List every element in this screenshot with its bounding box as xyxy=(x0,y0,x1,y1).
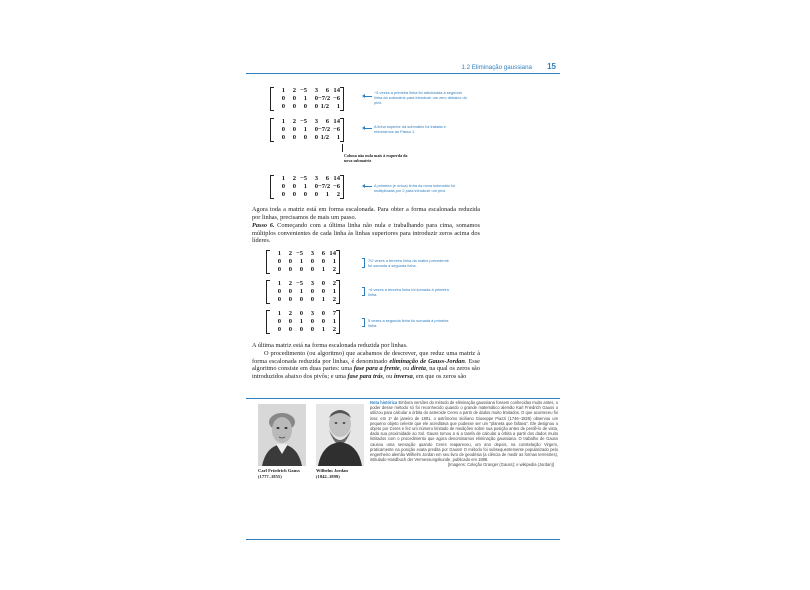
matrix-entry: 0 xyxy=(292,191,296,198)
matrix-entry: 0 xyxy=(292,103,296,110)
matrix-entry: 1/2 xyxy=(320,134,329,141)
matrix-entry: 0 xyxy=(310,318,314,325)
matrix-entry: 0 xyxy=(310,258,314,265)
matrix-entry: 2 xyxy=(332,266,336,273)
annotation-arrow-a xyxy=(364,96,372,97)
matrix-entry: 0 xyxy=(281,134,285,141)
matrix-row xyxy=(274,183,340,191)
matrix-row xyxy=(274,118,340,126)
column-note: Coluna não nula mais à esquerda da nova submatriz xyxy=(344,153,408,163)
term-inverse: inversa xyxy=(393,372,413,380)
matrix-entry: 2 xyxy=(336,191,340,198)
matrix-row xyxy=(270,280,336,288)
matrix-entry: 1 xyxy=(321,266,325,273)
matrix-entry: 0 xyxy=(281,191,285,198)
paragraph-echelon: Agora toda a matriz está em forma escalonada. Para obter a forma escalonada reduzida por linhas, precisamos de mais um passo. xyxy=(252,206,480,221)
column-pointer xyxy=(342,144,343,152)
matrix-entry: 3 xyxy=(314,118,318,125)
step-6-text: Começando com a última linha não nula e trabalhando para cima, somamos múltiplos convenientes de cada linha às linhas superiores para introduzir zeros acima dos líderes. xyxy=(252,222,480,245)
matrix-step-b xyxy=(270,118,344,142)
section-title: 1.2 Eliminação gaussiana xyxy=(461,64,532,71)
matrix-entry: 0 xyxy=(314,103,318,110)
matrix-entry: 1 xyxy=(281,118,285,125)
matrix-row xyxy=(274,126,340,134)
matrix-entry: −7/2 xyxy=(318,95,331,102)
matrix-entry: 1 xyxy=(277,280,281,287)
matrix-entry: −5 xyxy=(299,118,307,125)
matrix-entry: 3 xyxy=(310,310,314,317)
textbook-page xyxy=(246,58,560,542)
matrix-row xyxy=(270,318,336,326)
matrix-entry: 1 xyxy=(277,250,281,257)
matrix-entry: 0 xyxy=(292,126,296,133)
matrix-entry: 1/2 xyxy=(320,103,329,110)
matrix-entry: 0 xyxy=(288,318,292,325)
matrix-entry: 0 xyxy=(299,310,303,317)
matrix-entry: 6 xyxy=(325,118,329,125)
matrix-entry: 0 xyxy=(292,183,296,190)
header-rule xyxy=(246,73,560,74)
matrix-entry: 1 xyxy=(303,95,307,102)
matrix-entry: 14 xyxy=(333,87,340,94)
matrix-entry: 2 xyxy=(332,280,336,287)
matrix-entry: −5 xyxy=(295,250,303,257)
gauss-portrait xyxy=(258,404,306,466)
history-body: Embora versões do método de eliminação gaussiana fossem conhecidas muito antes, o poder desse método só foi reconhecido quando o grande matemático alemão Karl Friedrich Gauss o utilizou para calcular a órbita do asteroide Ceres a partir de dados muito limitados. O que aconteceu foi isso: em 1º de janeiro de 1801, o astrônomo siciliano Giuseppe Piazzi (1746–1826) observou um pequeno objeto celeste que ele acreditava que pudesse ser um "planeta que faltava". Ele designou o objeto por Ceres e fez um número limitado de medições sobre sua posição antes de perdê-lo de vista, dada sua proximidade ao Sol. Gauss tomou a si a tarefa de calcular a órbita a partir dos dados muito limitados com o procedimento que agora denominamos eliminação gaussiana. O trabalho de Gauss causou uma sensação quando Ceres reapareceu, um ano depois, na constelação Virgem, praticamente na posição exata predita por Gauss! O método foi subsequentemente popularizado pelo engenheiro alemão Wilhelm Jordan em seu livro de geodésia (a ciência de medir as formas terrestres), intitulado Handbuch der Vermessungskunde, publicado em 1888. xyxy=(370,400,558,463)
matrix-entry: 0 xyxy=(277,288,281,295)
matrix-entry: 0 xyxy=(281,126,285,133)
annotation-f: 5 vezes a segunda linha foi somada à primeira linha. xyxy=(368,318,449,328)
matrix-entry: 1 xyxy=(336,103,340,110)
paragraph-reduced: A última matriz está na forma escalonada reduzida por linhas. xyxy=(252,342,408,349)
matrix-entry: 0 xyxy=(288,288,292,295)
matrix-entry: −5 xyxy=(299,175,307,182)
matrix-entry: 1 xyxy=(303,126,307,133)
matrix-entry: 0 xyxy=(299,266,303,273)
matrix-entry: 1 xyxy=(303,183,307,190)
matrix-step-c xyxy=(270,175,344,199)
matrix-entry: 0 xyxy=(288,326,292,333)
matrix-row xyxy=(274,134,340,142)
matrix-entry: 1 xyxy=(332,318,336,325)
matrix-entry: −6 xyxy=(332,126,340,133)
matrix-entry: 2 xyxy=(332,326,336,333)
matrix-entry: 0 xyxy=(292,134,296,141)
matrix-entry: 0 xyxy=(292,95,296,102)
history-text xyxy=(370,400,558,468)
running-header xyxy=(246,58,560,78)
matrix-entry: 0 xyxy=(277,318,281,325)
jordan-caption: Wilhelm Jordan (1842–1899) xyxy=(316,468,348,479)
annotation-a: −5 vezes a primeira linha foi adicionada à segunda linha da submatriz para introduzir um zero debaixo do pivô. xyxy=(374,90,467,105)
matrix-entry: 2 xyxy=(288,250,292,257)
matrix-row xyxy=(274,175,340,183)
matrix-entry: −6 xyxy=(332,183,340,190)
matrix-entry: −7/2 xyxy=(318,126,331,133)
gauss-caption: Carl Friedrich Gauss (1777–1855) xyxy=(258,468,300,479)
matrix-entry: 3 xyxy=(310,280,314,287)
matrix-row xyxy=(270,326,336,334)
matrix-entry: 0 xyxy=(277,296,281,303)
annotation-brace-f xyxy=(362,318,365,327)
matrix-entry: 0 xyxy=(281,95,285,102)
step-6-label: Passo 6. xyxy=(252,222,275,229)
matrix-entry: 2 xyxy=(332,296,336,303)
annotation-brace-e xyxy=(362,287,365,296)
matrix-entry: 0 xyxy=(281,183,285,190)
matrix-row xyxy=(270,310,336,318)
page-number: 15 xyxy=(547,62,556,71)
matrix-entry: −6 xyxy=(332,95,340,102)
matrix-entry: 0 xyxy=(277,326,281,333)
matrix-entry: 2 xyxy=(292,87,296,94)
matrix-entry: 1 xyxy=(299,288,303,295)
paragraph-step-6 xyxy=(252,222,480,245)
matrix-entry: 0 xyxy=(314,134,318,141)
matrix-row xyxy=(274,87,340,95)
matrix-entry: 0 xyxy=(310,326,314,333)
matrix-entry: 14 xyxy=(333,175,340,182)
annotation-arrow-b xyxy=(364,128,372,129)
matrix-entry: 1 xyxy=(325,191,329,198)
matrix-entry: 1 xyxy=(281,175,285,182)
matrix-entry: 0 xyxy=(281,103,285,110)
matrix-entry: 0 xyxy=(321,288,325,295)
matrix-row xyxy=(270,288,336,296)
matrix-entry: −5 xyxy=(299,87,307,94)
term-forward-phase: fase para a frente xyxy=(353,365,400,373)
matrix-step-d xyxy=(266,250,340,274)
matrix-entry: 0 xyxy=(321,280,325,287)
matrix-entry: 2 xyxy=(292,118,296,125)
matrix-row xyxy=(274,103,340,111)
matrix-entry: 0 xyxy=(303,134,307,141)
matrix-entry: 3 xyxy=(310,250,314,257)
matrix-step-a xyxy=(270,87,344,111)
matrix-entry: 0 xyxy=(321,258,325,265)
matrix-entry: 0 xyxy=(310,288,314,295)
term-backward-phase: fase para trás xyxy=(347,372,383,380)
matrix-entry: 0 xyxy=(314,183,318,190)
matrix-row xyxy=(270,266,336,274)
matrix-entry: 6 xyxy=(321,250,325,257)
matrix-entry: 2 xyxy=(288,280,292,287)
matrix-entry: 0 xyxy=(288,258,292,265)
matrix-entry: 3 xyxy=(314,175,318,182)
matrix-step-f xyxy=(266,310,340,334)
matrix-entry: 0 xyxy=(277,266,281,273)
matrix-entry: 2 xyxy=(292,175,296,182)
matrix-entry: 1 xyxy=(299,318,303,325)
annotation-d: 7/2 vezes a terceira linha da matriz precedente foi somada à segunda linha. xyxy=(368,258,449,268)
matrix-row xyxy=(274,191,340,199)
matrix-row xyxy=(270,258,336,266)
matrix-entry: 1 xyxy=(321,296,325,303)
annotation-e: −6 vezes a terceira linha foi somada à primeira linha. xyxy=(368,287,449,297)
matrix-entry: 0 xyxy=(321,318,325,325)
matrix-entry: 0 xyxy=(321,310,325,317)
annotation-c: A primeira (e única) linha da nova submatriz foi multiplicada por 2 para introduzir um pivô. xyxy=(374,183,456,193)
matrix-entry: −7/2 xyxy=(318,183,331,190)
matrix-row xyxy=(274,95,340,103)
annotation-b: A linha superior da submatriz foi tratada e retornamos ao Passo 1. xyxy=(374,124,446,134)
matrix-entry: 1 xyxy=(321,326,325,333)
history-label: Nota histórica xyxy=(370,400,398,405)
matrix-entry: 0 xyxy=(310,266,314,273)
matrix-entry: 3 xyxy=(314,87,318,94)
matrix-entry: 0 xyxy=(303,103,307,110)
matrix-entry: 0 xyxy=(299,326,303,333)
matrix-entry: 1 xyxy=(281,87,285,94)
term-direct: direta xyxy=(410,365,426,373)
matrix-step-e xyxy=(266,280,340,304)
matrix-entry: 6 xyxy=(325,87,329,94)
annotation-brace-d xyxy=(362,258,365,268)
history-bottom-rule xyxy=(246,539,560,540)
matrix-entry: 2 xyxy=(288,310,292,317)
matrix-entry: 1 xyxy=(299,258,303,265)
matrix-entry: 1 xyxy=(332,288,336,295)
matrix-entry: 0 xyxy=(299,296,303,303)
matrix-entry: −5 xyxy=(295,280,303,287)
historical-note xyxy=(246,398,560,540)
matrix-entry: 14 xyxy=(329,250,336,257)
matrix-entry: 6 xyxy=(325,175,329,182)
matrix-entry: 1 xyxy=(277,310,281,317)
matrix-entry: 0 xyxy=(288,266,292,273)
matrix-entry: 0 xyxy=(314,95,318,102)
matrix-entry: 0 xyxy=(288,296,292,303)
matrix-row xyxy=(270,296,336,304)
paragraph-gauss-jordan: O procedimento (ou algoritmo) que acabamos de descrever, que reduz uma matriz à forma escalonada reduzida por linhas, é denominado eliminação de Gauss-Jordan. Esse algoritmo consiste em duas partes: uma fase para a frente, ou direta, na qual os zeros são introduzidos abaixo dos pivôs; e uma fase para trás, ou inversa, em que os zeros são xyxy=(252,350,480,380)
matrix-row xyxy=(270,250,336,258)
matrix-entry: 1 xyxy=(332,258,336,265)
term-gauss-jordan: eliminação de Gauss-Jordan xyxy=(389,357,465,365)
matrix-entry: 0 xyxy=(303,191,307,198)
matrix-entry: 7 xyxy=(332,310,336,317)
jordan-portrait xyxy=(316,404,364,466)
history-top-rule xyxy=(246,398,560,399)
annotation-arrow-c xyxy=(364,186,372,187)
image-credit: [Imagens: Coleção Granger (Gauss); e wikipedia (Jordan)] xyxy=(447,462,554,468)
matrix-entry: 0 xyxy=(314,126,318,133)
matrix-entry: 0 xyxy=(277,258,281,265)
matrix-entry: 0 xyxy=(314,191,318,198)
matrix-entry: 14 xyxy=(333,118,340,125)
matrix-entry: 1 xyxy=(336,134,340,141)
matrix-entry: 0 xyxy=(310,296,314,303)
